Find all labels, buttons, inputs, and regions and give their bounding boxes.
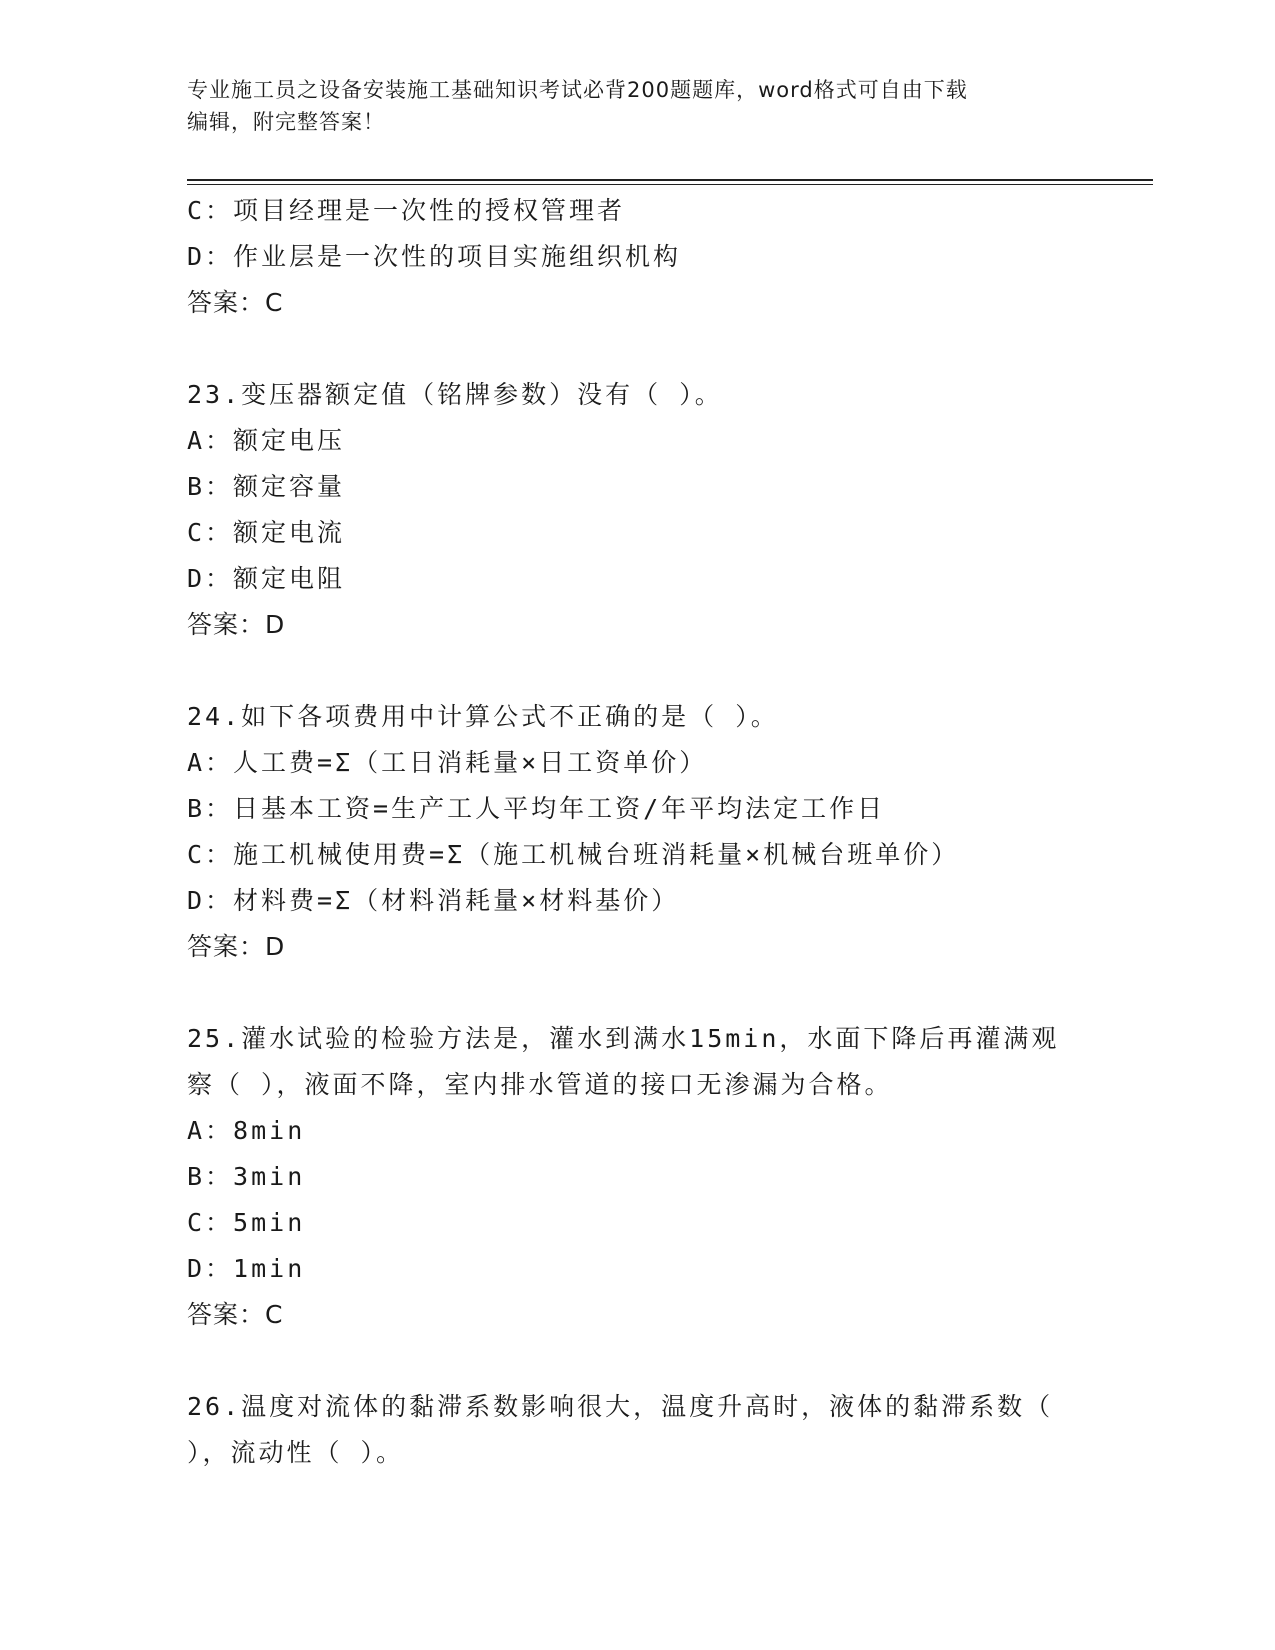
question-26 <box>187 1384 1087 1476</box>
answer-line: 答案：D <box>187 932 286 961</box>
header-divider-thin <box>187 184 1153 185</box>
option-c: C：施工机械使用费=Σ（施工机械台班消耗量×机械台班单价） <box>187 840 960 869</box>
option-d: D：额定电阻 <box>187 564 346 593</box>
option-b: B：3min <box>187 1162 306 1191</box>
question-text: 23.变压器额定值（铭牌参数）没有（ ）。 <box>187 380 723 409</box>
question-23 <box>187 372 1087 648</box>
document-header <box>187 74 1067 138</box>
option-c: C：额定电流 <box>187 518 346 547</box>
question-text-line-2: 察（ ），液面不降，室内排水管道的接口无渗漏为合格。 <box>187 1070 893 1099</box>
option-d: D：作业层是一次性的项目实施组织机构 <box>187 242 682 271</box>
option-a: A：人工费=Σ（工日消耗量×日工资单价） <box>187 748 708 777</box>
option-d: D：1min <box>187 1254 306 1283</box>
answer-line: 答案：C <box>187 1300 284 1329</box>
header-title-line-1: 专业施工员之设备安装施工基础知识考试必背200题题库，word格式可自由下载 <box>187 78 968 102</box>
option-b: B：额定容量 <box>187 472 346 501</box>
option-b: B：日基本工资=生产工人平均年工资/年平均法定工作日 <box>187 794 886 823</box>
question-text-line-1: 26.温度对流体的黏滞系数影响很大，温度升高时，液体的黏滞系数（ <box>187 1392 1054 1421</box>
question-list <box>187 188 1087 1476</box>
option-a: A：额定电压 <box>187 426 346 455</box>
option-c: C：项目经理是一次性的授权管理者 <box>187 196 626 225</box>
question-text-line-2: ），流动性（ ）。 <box>187 1438 405 1467</box>
header-title-line-2: 编辑，附完整答案！ <box>187 110 385 134</box>
question-24 <box>187 694 1087 970</box>
question-22-tail <box>187 188 1087 326</box>
question-text: 24.如下各项费用中计算公式不正确的是（ ）。 <box>187 702 779 731</box>
answer-line: 答案：C <box>187 288 284 317</box>
header-divider-thick <box>187 179 1153 181</box>
spacer <box>187 326 1087 372</box>
answer-line: 答案：D <box>187 610 286 639</box>
option-d: D：材料费=Σ（材料消耗量×材料基价） <box>187 886 680 915</box>
option-c: C：5min <box>187 1208 306 1237</box>
spacer <box>187 970 1087 1016</box>
question-text-line-1: 25.灌水试验的检验方法是，灌水到满水15min，水面下降后再灌满观 <box>187 1024 1060 1053</box>
option-a: A：8min <box>187 1116 306 1145</box>
spacer <box>187 1338 1087 1384</box>
question-25 <box>187 1016 1087 1338</box>
spacer <box>187 648 1087 694</box>
